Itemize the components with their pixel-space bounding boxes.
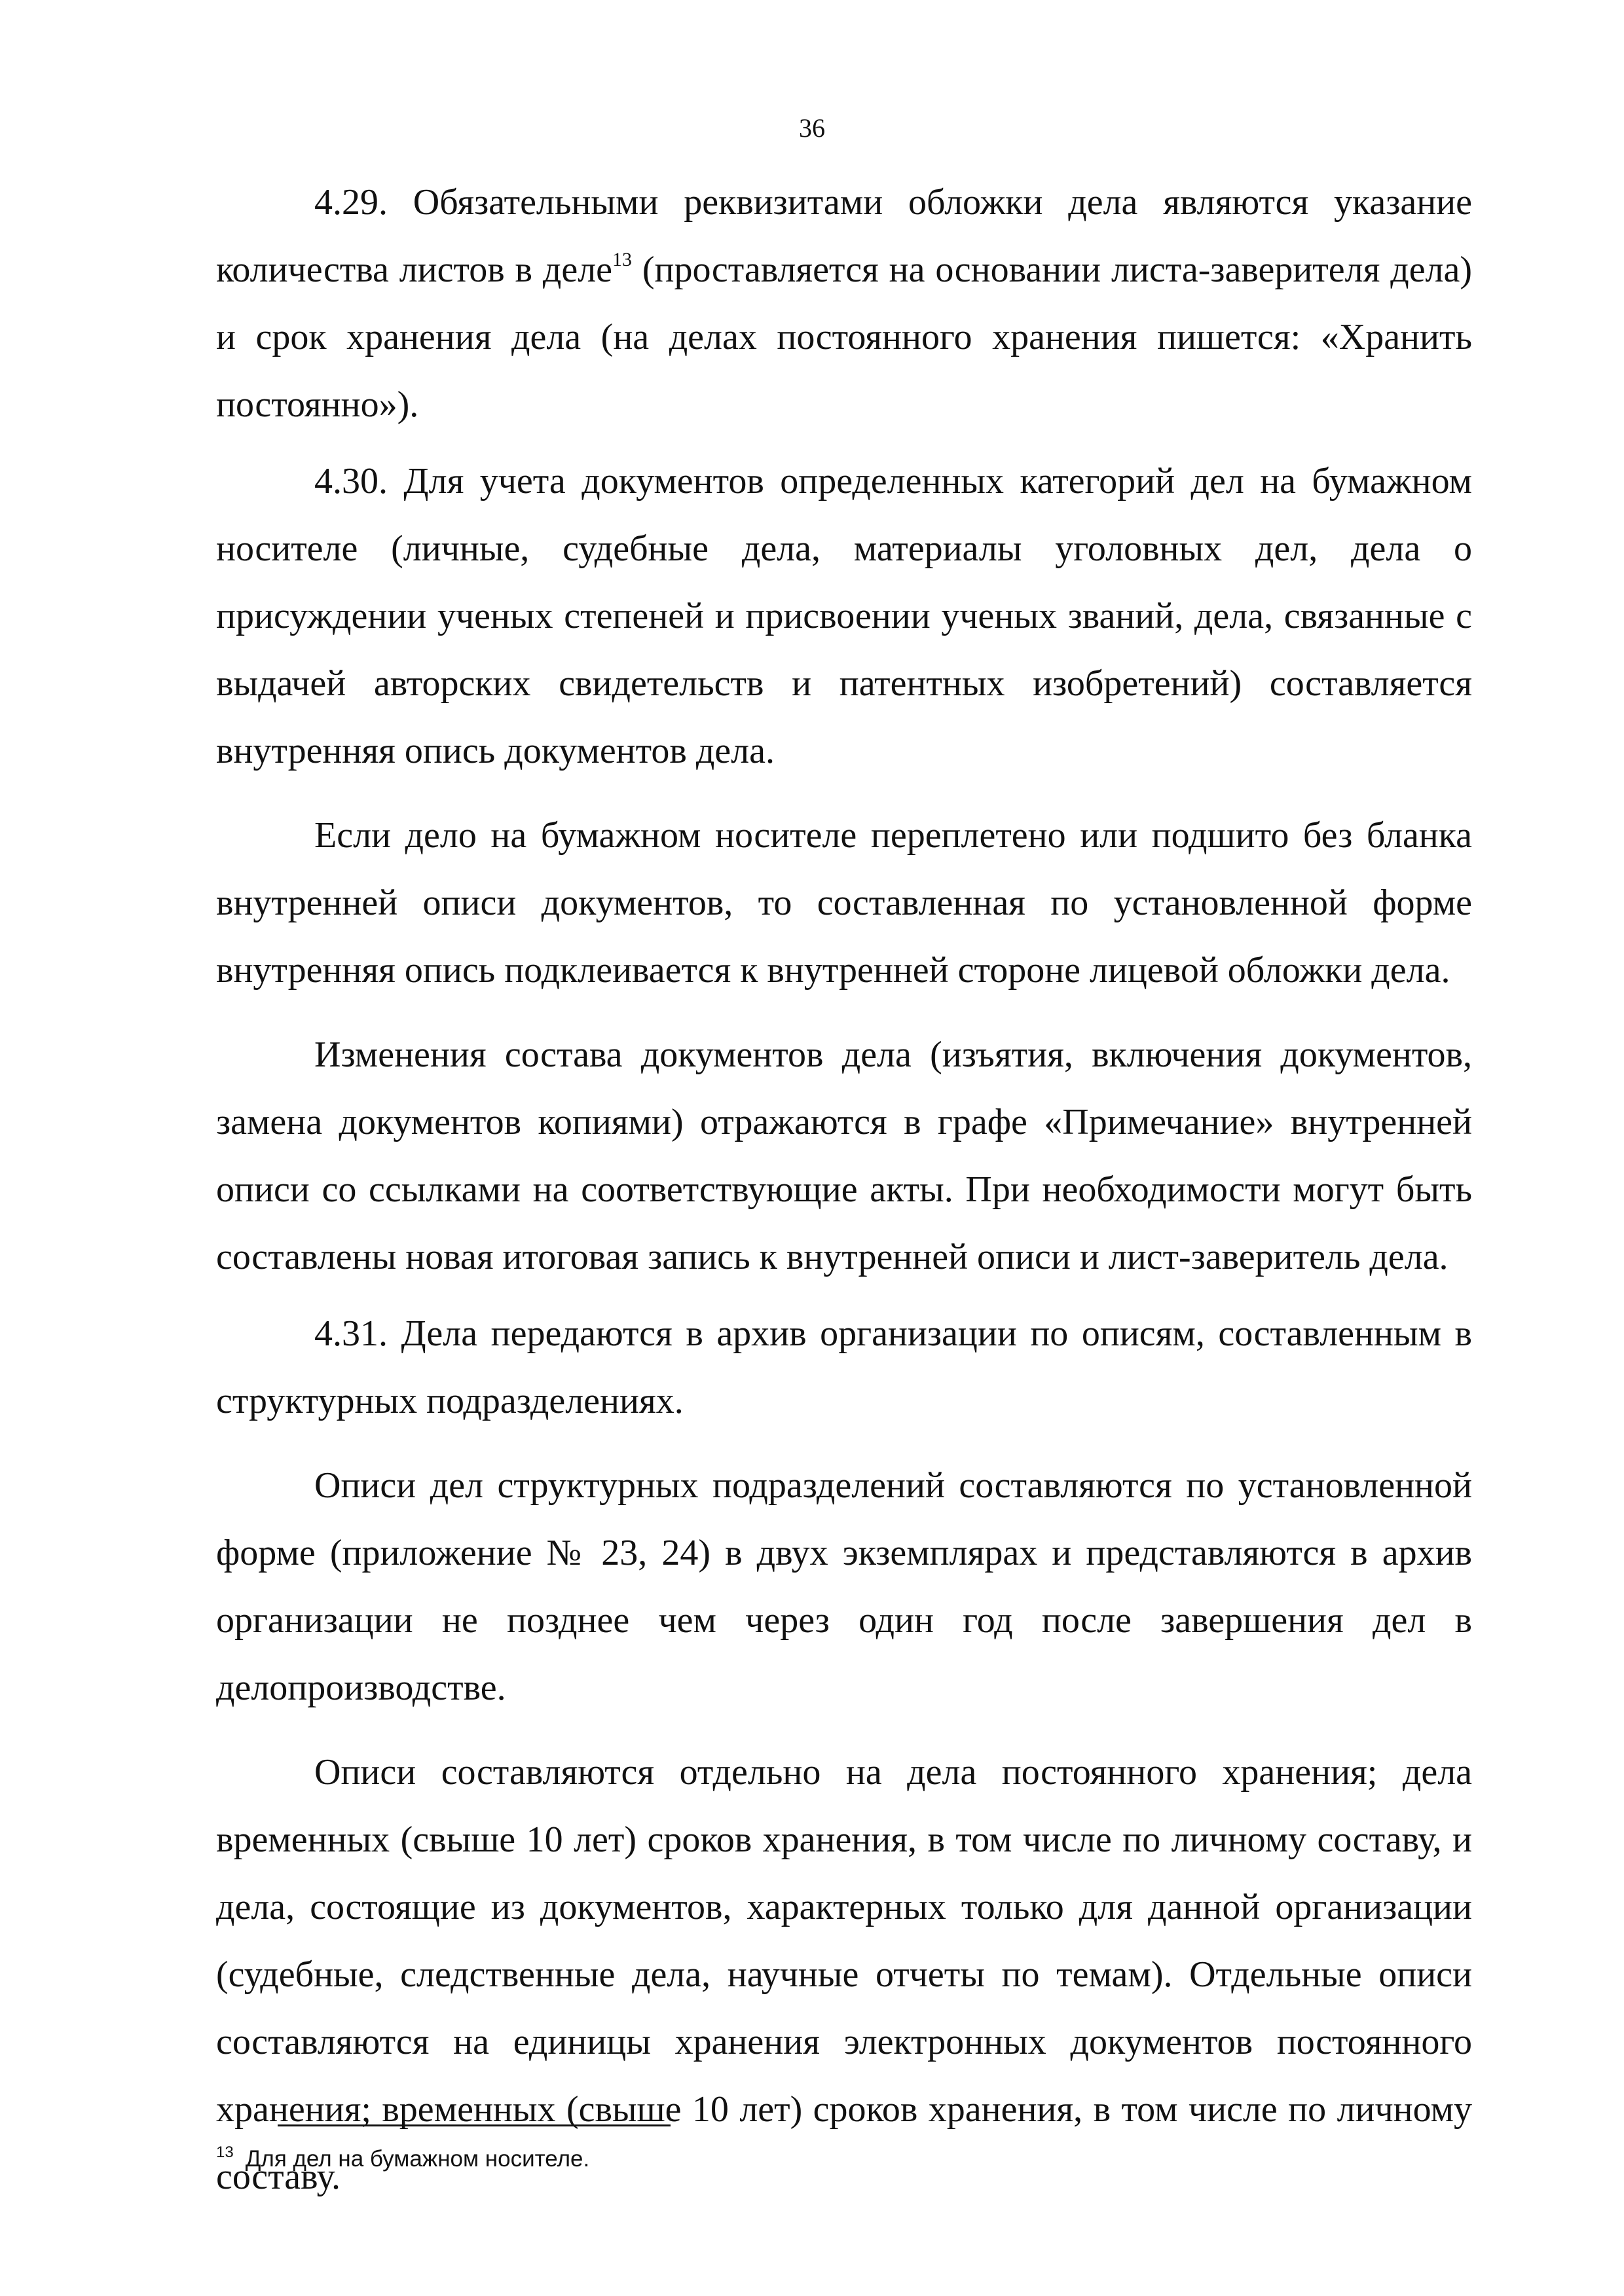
footnote-separator: [278, 2124, 671, 2126]
footnote: [216, 2140, 1472, 2179]
paragraph-4-29: [216, 169, 1472, 439]
paragraph: Описи составляются отдельно на дела постоянного хранения; дела временных (свыше 10 лет) сроков хранения, в том числе по личному составу, и дела, состоящие из документов, характерных только для данной организации (судебные, следственные дела, научные отчеты по темам). Отдельные описи составляются на единицы хранения электронных документов постоянного хранения; временных (свыше 10 лет) сроков хранения, в том числе по личному составу.: [216, 1752, 1472, 2197]
footnote-marker: 13: [216, 2143, 234, 2161]
paragraph: Изменения состава документов дела (изъятия, включения документов, замена документов копиями) отражаются в графе «Примечание» внутренней описи со ссылками на соответствующие акты. При необходимости могут быть составлены новая итоговая запись к внутренней описи и лист-заверитель дела.: [216, 1034, 1472, 1277]
paragraph-text: (проставляется на основании листа-заверителя дела) и срок хранения дела (на делах постоянного хранения пишется: «Хранить постоянно»).: [216, 249, 1472, 425]
footnote-text: Для дел на бумажном носителе.: [245, 2146, 590, 2172]
document-body: [216, 169, 1472, 2211]
paragraph-4-30: 4.30. Для учета документов определенных категорий дел на бумажном носителе (личные, судебные дела, материалы уголовных дел, дела о присуждении ученых степеней и присвоении ученых званий, дела, связанные с выдачей авторских свидетельств и патентных изобретений) составляется внутренняя опись документов дела.: [216, 461, 1472, 771]
paragraph-4-31: 4.31. Дела передаются в архив организации по описям, составленным в структурных подразделениях.: [216, 1313, 1472, 1421]
paragraph: Если дело на бумажном носителе переплетено или подшито без бланка внутренней описи документов, то составленная по установленной форме внутренняя опись подклеивается к внутренней стороне лицевой обложки дела.: [216, 815, 1472, 991]
paragraph: Описи дел структурных подразделений составляются по установленной форме (приложение № 23, 24) в двух экземплярах и представляются в архив организации не позднее чем через один год после завершения дел в делопроизводстве.: [216, 1465, 1472, 1708]
paragraph-text: 4.29. Обязательными реквизитами обложки дела являются указание количества листов в деле: [216, 182, 1472, 290]
footnote-reference[interactable]: 13: [612, 249, 633, 270]
page-number: 36: [799, 113, 825, 143]
